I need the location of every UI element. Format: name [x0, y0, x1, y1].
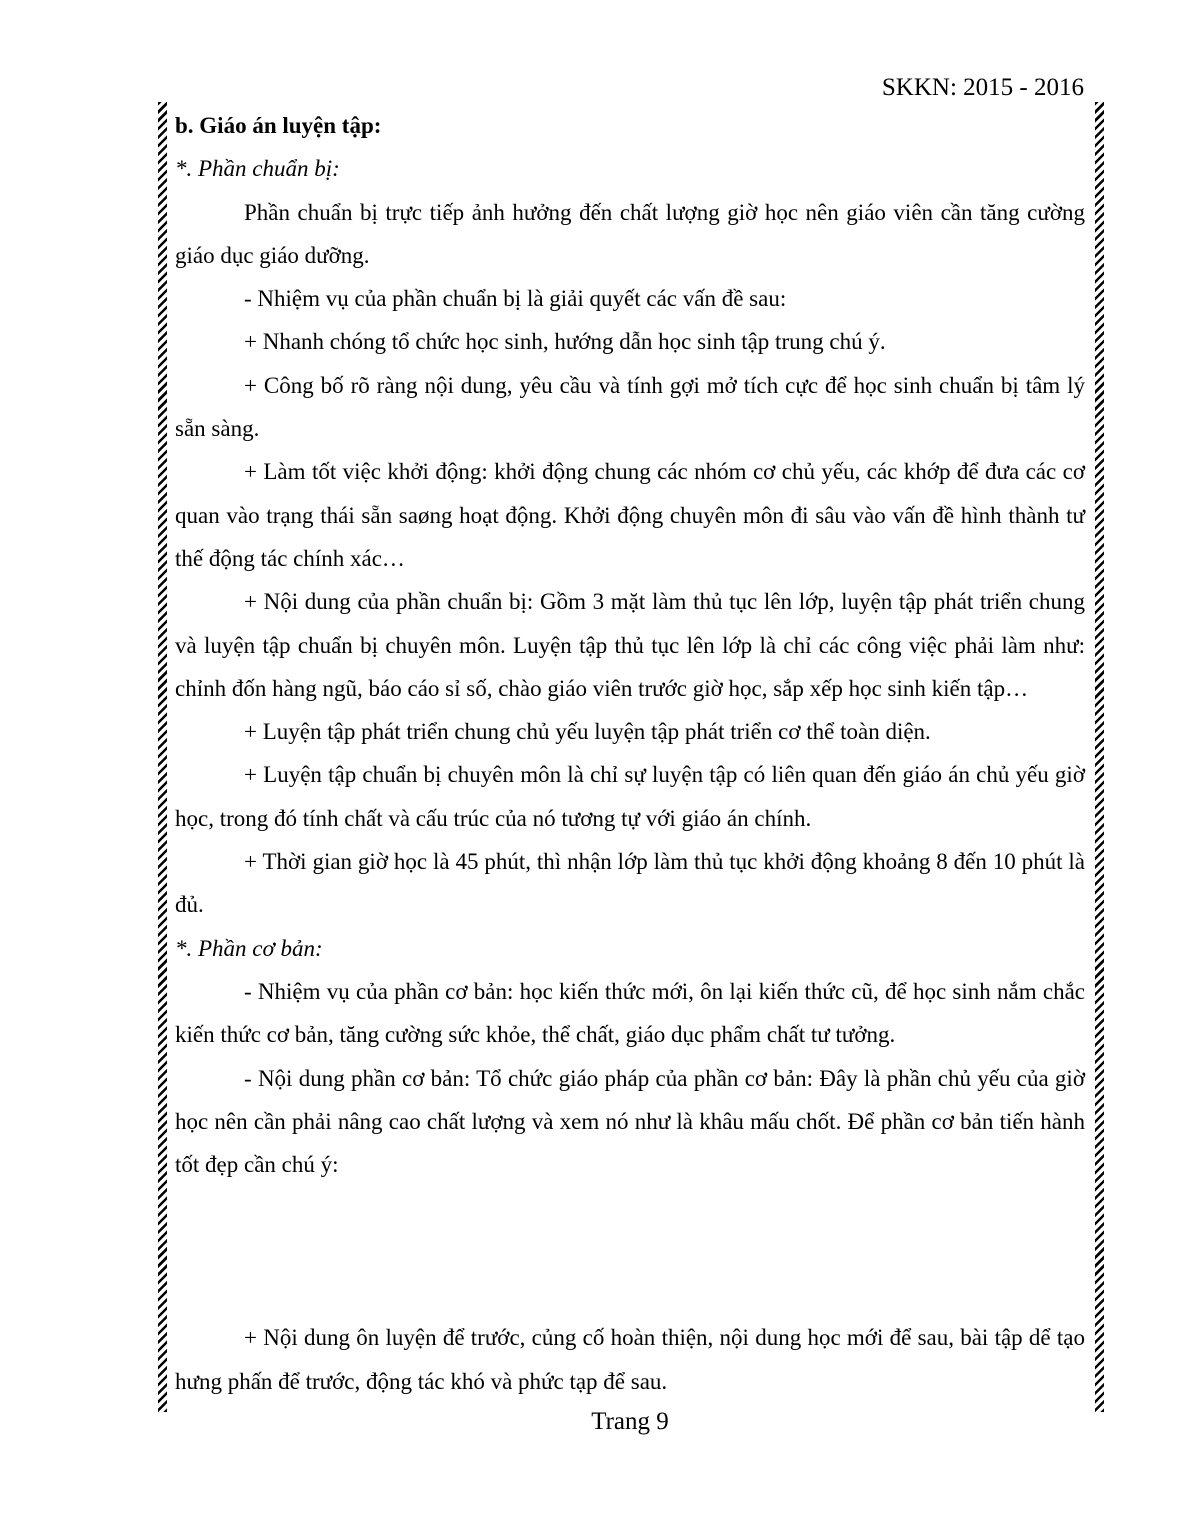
paragraph: + Làm tốt việc khởi động: khởi động chung các nhóm cơ chủ yếu, các khớp để đưa các cơ quan vào trạng thái sẵn saøng hoạt động. Khởi động chuyên môn đi sâu vào vấn đề hình thành tư thế động tác chính xác… — [175, 459, 1085, 571]
page-content — [175, 104, 1085, 1403]
page-number: Trang 9 — [591, 1408, 669, 1435]
paragraph: - Nội dung phần cơ bản: Tổ chức giáo pháp của phần cơ bản: Đây là phần chủ yếu của giờ học nên cần phải nâng cao chất lượng và xem nó như là khâu mấu chốt. Để phần cơ bản tiến hành tốt đẹp cần chú ý: — [175, 1065, 1085, 1178]
paragraph: - Nhiệm vụ của phần cơ bản: học kiến thức mới, ôn lại kiến thức cũ, để học sinh nắm chắc kiến thức cơ bản, tăng cường sức khỏe, thể chất, giáo dục phẩm chất tư tưởng. — [175, 978, 1085, 1048]
part-heading-main: *. Phần cơ bản: — [175, 935, 323, 961]
paragraph: + Thời gian giờ học là 45 phút, thì nhận lớp làm thủ tục khởi động khoảng 8 đến 10 phút là đủ. — [175, 849, 1085, 918]
paragraph: + Công bố rõ ràng nội dung, yêu cầu và tính gợi mở tích cực để học sinh chuẩn bị tâm lý sẵn sàng. — [175, 372, 1085, 442]
paragraph: + Luyện tập chuẩn bị chuyên môn là chỉ sự luyện tập có liên quan đến giáo án chủ yếu giờ học, trong đó tính chất và cấu trúc của nó tương tự với giáo án chính. — [175, 762, 1085, 831]
paragraph: - Nhiệm vụ của phần chuẩn bị là giải quyết các vấn đề sau: — [244, 286, 787, 312]
decorative-border-right — [1095, 102, 1104, 1412]
blank-gap — [175, 1186, 1085, 1316]
paragraph: + Luyện tập phát triển chung chủ yếu luyện tập phát triển cơ thể toàn diện. — [244, 719, 931, 745]
document-header: SKKN: 2015 - 2016 — [881, 74, 1084, 101]
paragraph: + Nội dung của phần chuẩn bị: Gồm 3 mặt làm thủ tục lên lớp, luyện tập phát triển chung và luyện tập chuẩn bị chuyên môn. Luyện tập thủ tục lên lớp là chỉ các công việc phải làm như: chỉnh đốn hàng ngũ, báo cáo sỉ số, chào giáo viên trước giờ học, sắp xếp học sinh kiến tập… — [175, 589, 1085, 701]
paragraph: + Nhanh chóng tổ chức học sinh, hướng dẫn học sinh tập trung chú ý. — [244, 329, 886, 355]
paragraph: Phần chuẩn bị trực tiếp ảnh hưởng đến chất lượng giờ học nên giáo viên cần tăng cường giáo dục giáo dưỡng. — [175, 199, 1085, 268]
decorative-border-left — [158, 102, 167, 1412]
section-title: b. Giáo án luyện tập: — [175, 113, 382, 138]
part-heading-preparation: *. Phần chuẩn bị: — [175, 156, 340, 182]
paragraph: + Nội dung ôn luyện để trước, củng cố hoàn thiện, nội dung học mới để sau, bài tập dể tạo hưng phấn để trước, động tác khó và phức tạp để sau. — [175, 1325, 1085, 1394]
